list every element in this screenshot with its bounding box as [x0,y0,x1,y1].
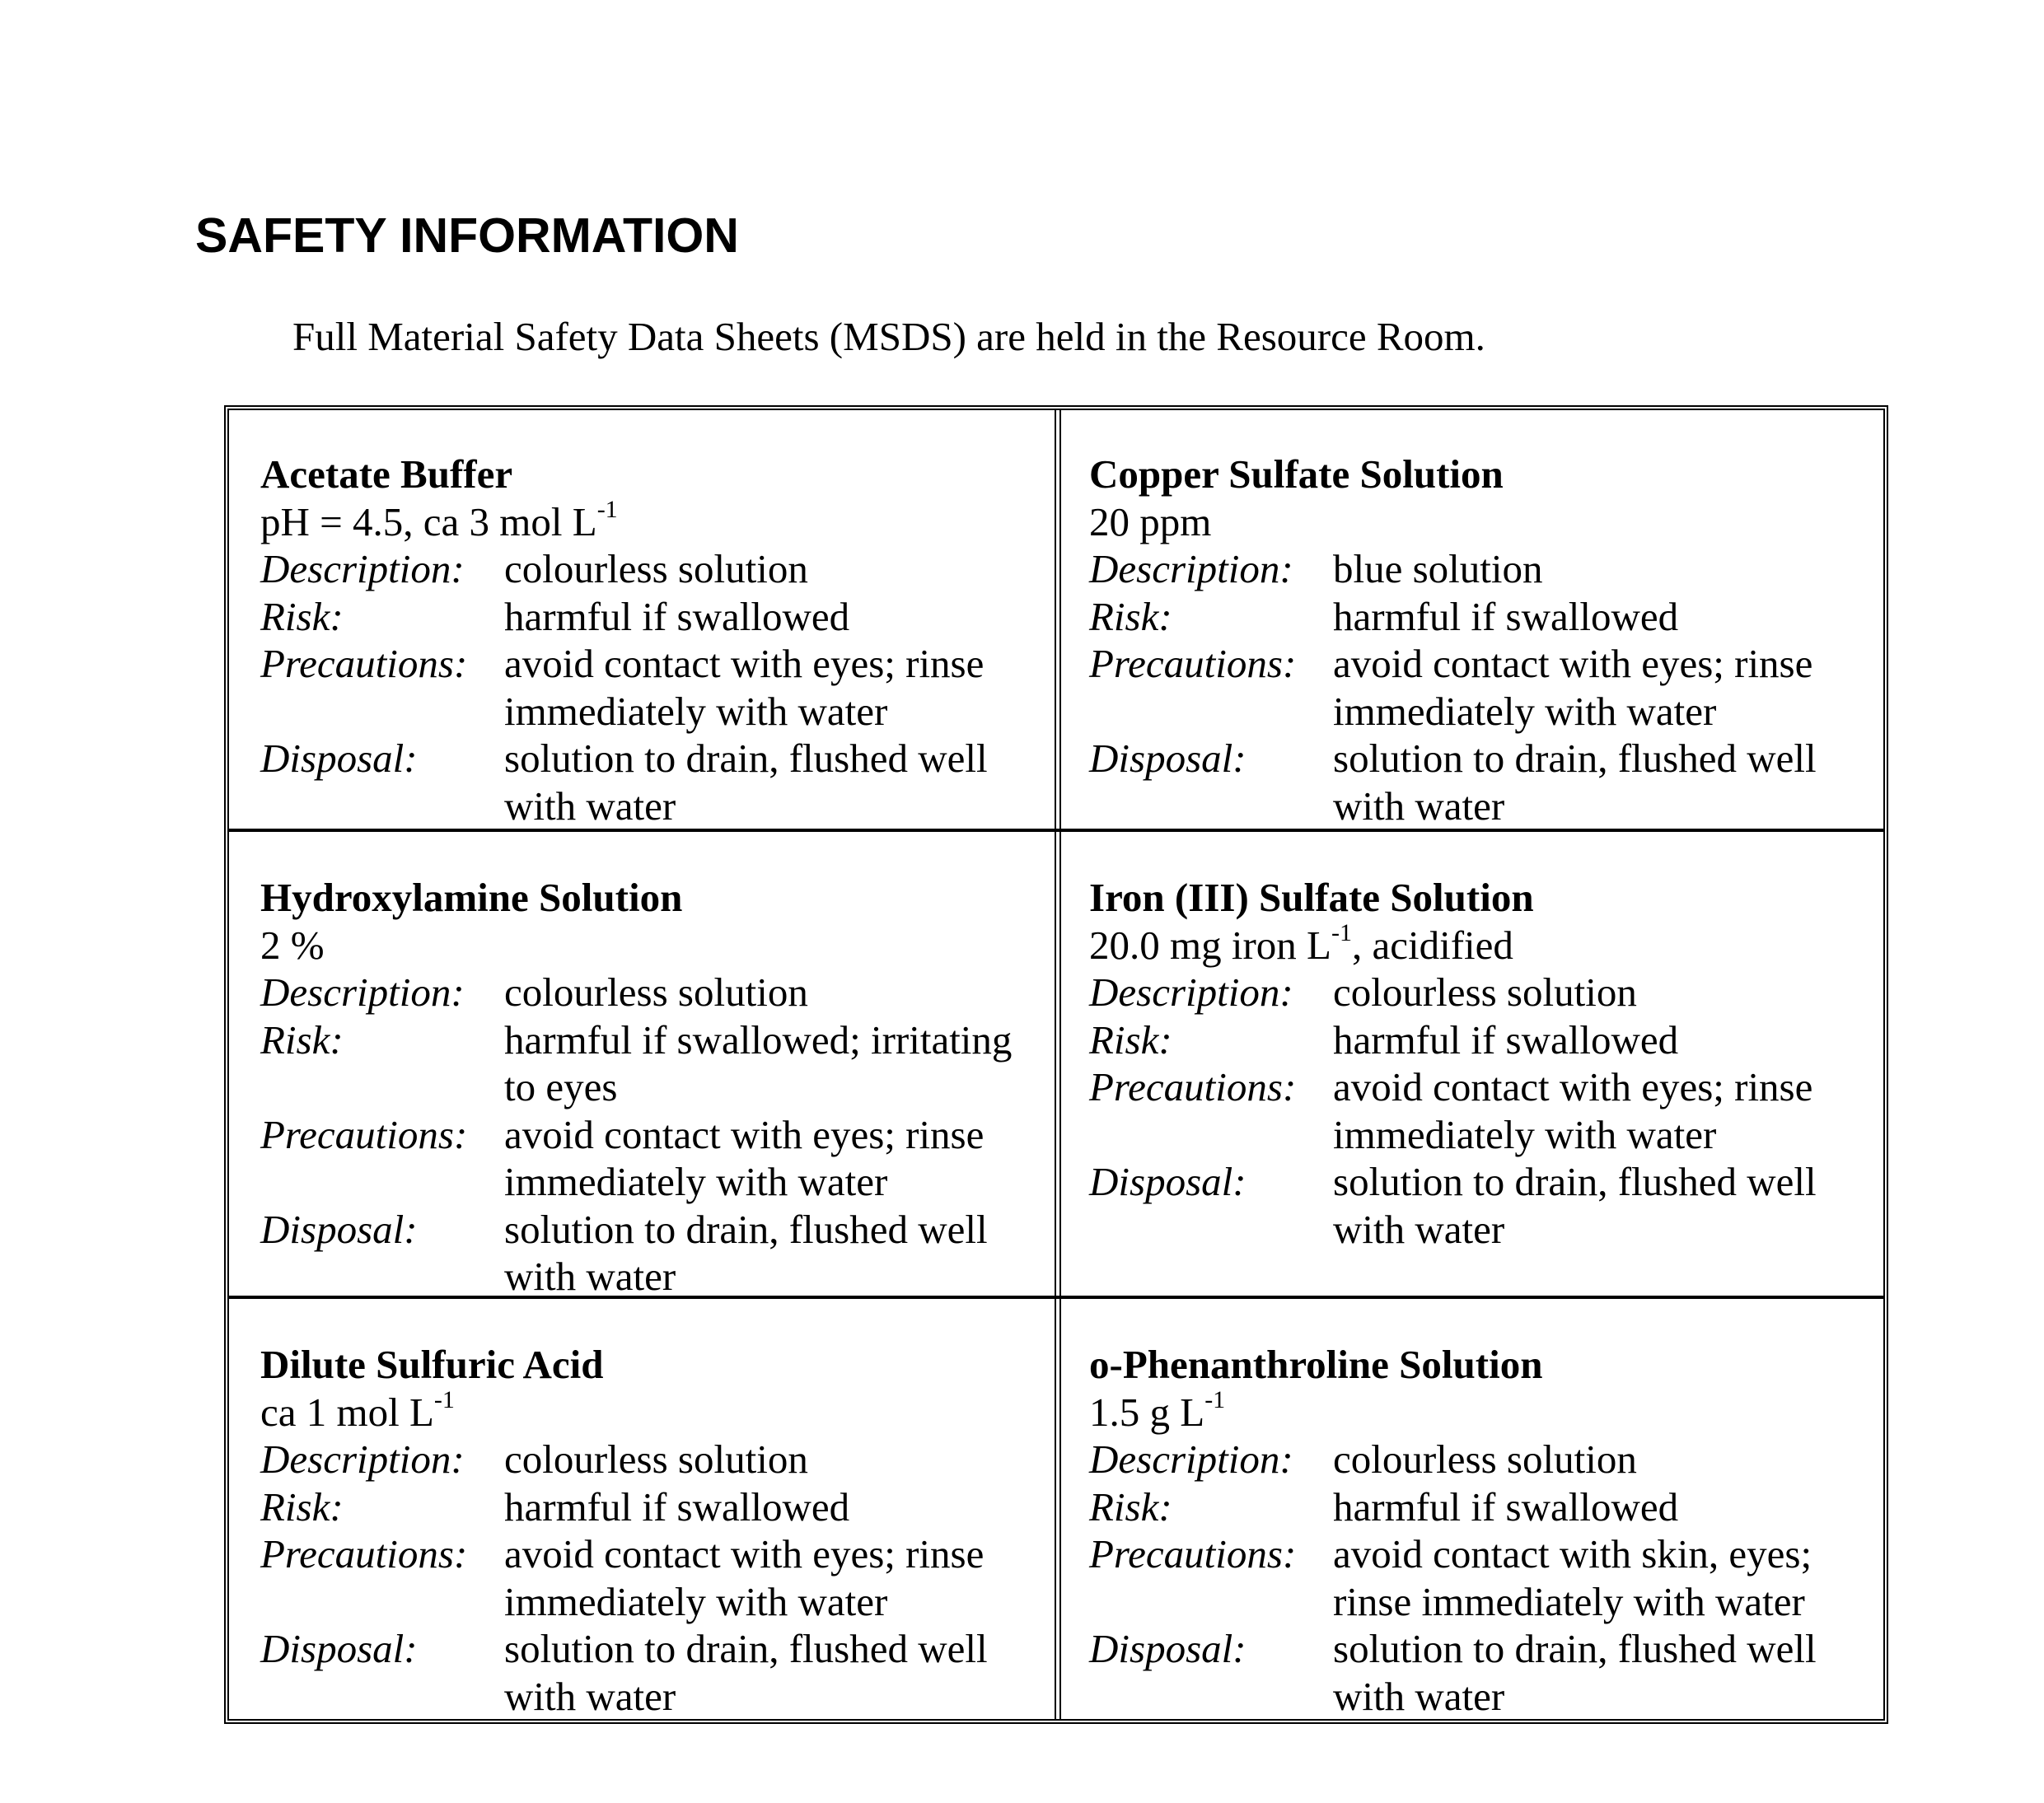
substance-name: Copper Sulfate Solution [1089,451,1504,497]
precautions-row: Precautions: avoid contact with eyes; rinse immediately with water [260,641,985,734]
substance-cell-sulfuric-acid [260,1341,1031,1720]
substance-cell-acetate-buffer [260,451,1031,829]
disposal-row: Disposal: solution to drain, flushed well with water [260,736,988,829]
substance-concentration: pH = 4.5, ca 3 mol $L^{-1}$ [260,495,618,544]
description-row: Description: colourless solution [260,546,808,591]
risk-row: Risk: harmful if swallowed [1089,1016,1679,1063]
substance-name: Iron (III) Sulfate Solution [1089,875,1534,920]
precautions-row: Precautions: avoid contact with eyes; rinse immediately with water [1089,641,1813,734]
precautions-row: Precautions: avoid contact with eyes; rinse immediately with water [1089,1064,1813,1157]
column-divider [1055,410,1061,1719]
page-title: SAFETY INFORMATION [195,208,739,263]
safety-table [224,405,1888,1724]
substance-name: Hydroxylamine Solution [260,875,683,920]
substance-concentration: 1.5 g $L^{-1}$ [1089,1385,1226,1435]
disposal-row: Disposal: solution to drain, flushed well with water [260,1626,988,1719]
substance-concentration: 20.0 mg iron $L^{-1}$, acidified [1089,918,1513,968]
msds-note: Full Material Safety Data Sheets (MSDS) are held in the Resource Room. [292,314,1485,359]
disposal-row: Disposal: solution to drain, flushed well with water [1089,736,1817,829]
disposal-row: Disposal: solution to drain, flushed well with water [1089,1626,1817,1719]
risk-row: Risk: harmful if swallowed; irritating to eyes [260,1016,1013,1109]
risk-row: Risk: harmful if swallowed [260,593,850,639]
substance-name: Acetate Buffer [260,451,513,497]
substance-cell-copper-sulfate [1089,451,1860,829]
substance-cell-hydroxylamine [260,874,1031,1301]
description-row: Description: blue solution [1089,546,1543,591]
substance-cell-iron-sulfate [1089,874,1860,1253]
precautions-row: Precautions: avoid contact with eyes; rinse immediately with water [260,1531,985,1624]
description-row: Description: colourless solution [260,969,808,1015]
precautions-row: Precautions: avoid contact with skin, eyes; rinse immediately with water [1089,1531,1812,1624]
risk-row: Risk: harmful if swallowed [1089,1483,1679,1530]
description-row: Description: colourless solution [260,1436,808,1482]
risk-row: Risk: harmful if swallowed [1089,593,1679,639]
substance-concentration: 20 ppm [1089,498,1212,544]
substance-concentration: 2 % [260,922,325,968]
description-row: Description: colourless solution [1089,1436,1637,1482]
description-row: Description: colourless solution [1089,969,1637,1015]
disposal-row: Disposal: solution to drain, flushed well with water [260,1206,988,1299]
risk-row: Risk: harmful if swallowed [260,1483,850,1530]
substance-cell-o-phenanthroline [1089,1341,1860,1720]
substance-name: o-Phenanthroline Solution [1089,1342,1543,1387]
substance-name: Dilute Sulfuric Acid [260,1342,604,1387]
precautions-row: Precautions: avoid contact with eyes; rinse immediately with water [260,1111,985,1204]
substance-concentration: ca 1 mol $L^{-1}$ [260,1385,455,1435]
disposal-row: Disposal: solution to drain, flushed well with water [1089,1159,1817,1252]
